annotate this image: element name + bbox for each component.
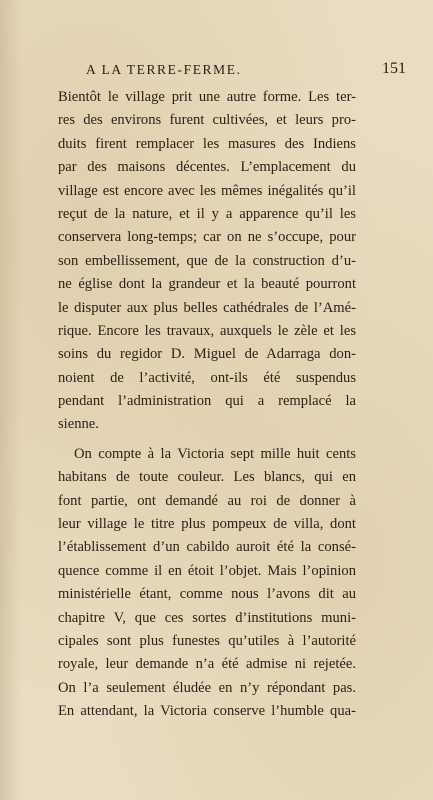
text-line: On compte à la Victoria sept mille huit cents <box>74 445 356 462</box>
text-line: ministérielle étant, comme nous l’avons dit au <box>58 586 356 603</box>
text-line: habitans de toute couleur. Les blancs, qui en <box>58 469 356 486</box>
running-title: A LA TERRE-FERME. <box>86 62 242 77</box>
text-line: par des maisons décentes. L’emplacement du <box>58 159 356 176</box>
text-line: le disputer aux plus belles cathédrales de l’Amé- <box>58 299 356 316</box>
text-line: ne église dont la grandeur et la beauté pourront <box>58 276 356 293</box>
text-line: On l’a seulement éludée en n’y répondant pas. <box>58 679 356 696</box>
text-line: royale, leur demande n’a été admise ni rejetée. <box>58 656 356 673</box>
text-line: rique. Encore les travaux, auxquels le zèle et les <box>58 322 356 339</box>
text-line: En attendant, la Victoria conserve l’humble qua- <box>58 703 356 720</box>
paragraph-2 <box>58 443 356 724</box>
text-line: chapitre V, que ces sortes d’institutions muni- <box>58 609 356 626</box>
body-text <box>58 86 356 724</box>
text-line: conservera long-temps; car on ne s’occupe, pour <box>58 229 356 246</box>
text-line: leur village le titre plus pompeux de villa, dont <box>58 516 356 533</box>
text-line: pendant l’administration qui a remplacé la <box>58 393 356 410</box>
text-line: Bientôt le village prit une autre forme. Les ter- <box>58 89 356 105</box>
text-line: quence comme il en étoit l’objet. Mais l’opinion <box>58 562 356 579</box>
text-line: font partie, ont demandé au roi de donner à <box>58 492 356 509</box>
text-line: village est encore avec les mêmes inégalités qu’il <box>58 182 356 199</box>
text-line: reçut de la nature, et il y a apparence qu’il les <box>58 205 356 222</box>
text-line: duits firent remplacer les masures des Indiens <box>58 135 356 152</box>
text-line: soins du regidor D. Miguel de Adarraga don- <box>58 346 356 363</box>
running-head <box>60 62 416 82</box>
text-line: l’établissement d’un cabildo auroit été la consé- <box>58 539 356 556</box>
text-line: res des environs furent cultivées, et leurs pro- <box>58 112 356 129</box>
text-line: cipales sont plus funestes qu’utiles à l’autorité <box>58 632 356 649</box>
text-line: noient de l’activité, ont-ils été suspendus <box>58 369 356 386</box>
paragraph-1 <box>58 86 356 437</box>
text-line: sienne. <box>58 416 99 433</box>
page-number: 151 <box>382 60 406 77</box>
text-line: son embellissement, que de la construction d’u- <box>58 252 356 269</box>
